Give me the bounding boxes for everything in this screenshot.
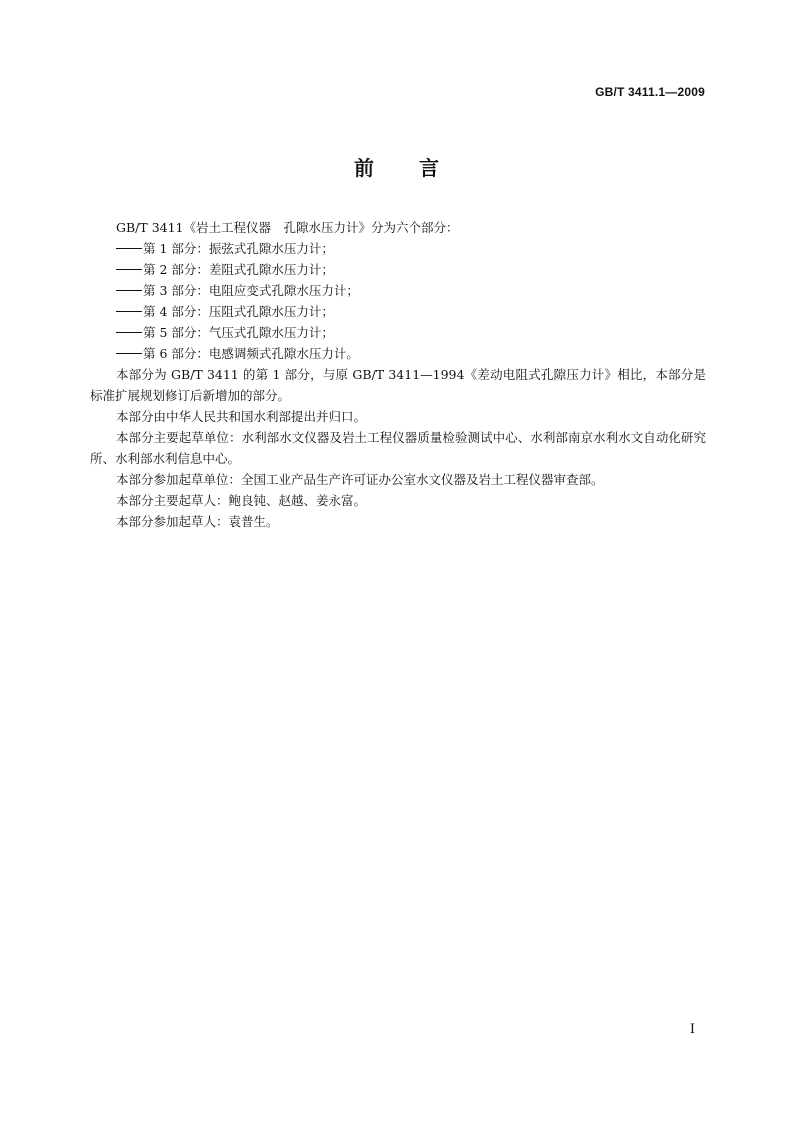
proposer-paragraph: 本部分由中华人民共和国水利部提出并归口。: [116, 409, 367, 424]
em-dash-bullet: [116, 290, 142, 292]
title-char-2: 言: [419, 156, 440, 180]
part-label: 第 6 部分：电感调频式孔隙水压力计。: [143, 346, 359, 361]
standard-code: GB/T 3411.1—2009: [595, 85, 705, 99]
participating-units-paragraph: 本部分参加起草单位：全国工业产品生产许可证办公室水文仪器及岩土工程仪器审查部。: [116, 472, 604, 487]
participating-drafters-paragraph: 本部分参加起草人：袁普生。: [116, 514, 279, 529]
part-list-item: [90, 280, 706, 301]
intro-paragraph: GB/T 3411《岩土工程仪器 孔隙水压力计》分为六个部分：: [116, 220, 459, 235]
title-char-1: 前: [354, 156, 375, 180]
part-list-item: [90, 238, 706, 259]
main-drafters-paragraph: 本部分主要起草人：鲍良钝、赵越、姜永富。: [116, 493, 367, 508]
part-list-item: [90, 301, 706, 322]
part-list-item: [90, 322, 706, 343]
part-label: 第 5 部分：气压式孔隙水压力计；: [143, 325, 334, 340]
page-number: I: [689, 1022, 695, 1037]
page-title: [0, 152, 794, 181]
part-list-item: [90, 343, 706, 364]
em-dash-bullet: [116, 332, 142, 334]
em-dash-bullet: [116, 269, 142, 271]
part-list-item: [90, 259, 706, 280]
part-label: 第 1 部分：振弦式孔隙水压力计；: [143, 241, 334, 256]
part-label: 第 3 部分：电阻应变式孔隙水压力计；: [143, 283, 359, 298]
em-dash-bullet: [116, 353, 142, 355]
em-dash-bullet: [116, 248, 142, 250]
part-label: 第 4 部分：压阻式孔隙水压力计；: [143, 304, 334, 319]
foreword-body: [90, 217, 706, 532]
em-dash-bullet: [116, 311, 142, 313]
relation-paragraph: 本部分为 GB/T 3411 的第 1 部分，与原 GB/T 3411—1994《差动电阻式孔隙压力计》相比，本部分是标准扩展规划修订后新增加的部分。: [90, 367, 706, 403]
part-label: 第 2 部分：差阻式孔隙水压力计；: [143, 262, 334, 277]
main-drafting-units-paragraph: 本部分主要起草单位：水利部水文仪器及岩土工程仪器质量检验测试中心、水利部南京水利水文自动化研究所、水利部水利信息中心。: [90, 430, 706, 466]
